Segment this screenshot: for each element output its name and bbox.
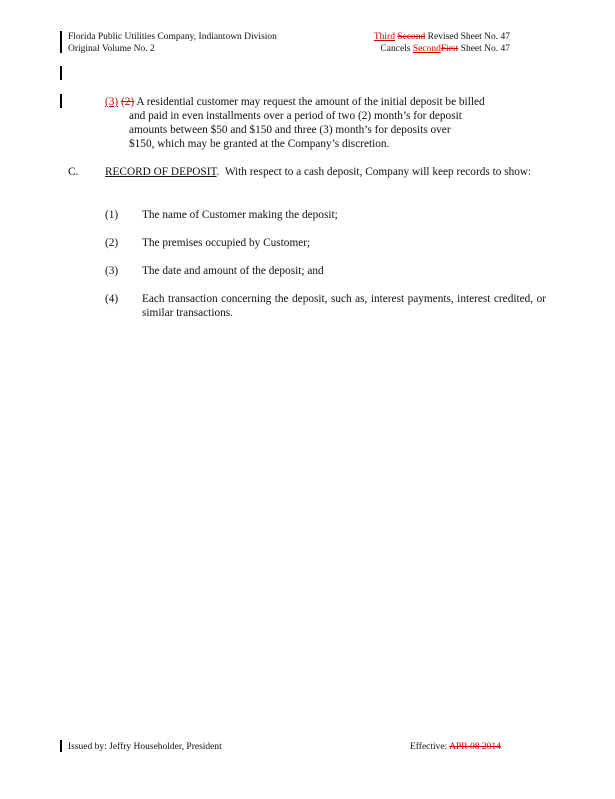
- section-c-heading: RECORD OF DEPOSIT: [105, 166, 217, 178]
- item-3-line-3: amounts between $50 and $150 and three (3) month’s for deposits over: [129, 124, 451, 136]
- item-3-text-1: A residential customer may request the amount of the initial deposit be billed: [136, 96, 485, 108]
- list-item-1-text: The name of Customer making the deposit;: [142, 209, 338, 221]
- header-left: [68, 31, 277, 55]
- sheet-rest: Revised Sheet No. 47: [427, 32, 510, 42]
- cancels-rest: Sheet No. 47: [460, 44, 510, 54]
- change-bar-footer: [60, 740, 62, 752]
- item-3-number-deleted: (2): [121, 96, 135, 108]
- list-item-1-number: (1): [105, 209, 119, 221]
- item-3-line-1: [105, 95, 545, 109]
- volume-number: Original Volume No. 2: [68, 44, 155, 54]
- cancels-deleted-text: First: [440, 44, 459, 54]
- change-bar-header: [60, 31, 62, 53]
- change-bar-margin: [60, 66, 62, 80]
- sheet-deleted-text: Second: [397, 32, 426, 42]
- item-3-block: [105, 95, 545, 151]
- section-c-text: With respect to a cash deposit, Company will keep records to show:: [224, 166, 532, 178]
- footer-effective: [410, 741, 501, 753]
- item-3-line-4: $150, which may be granted at the Company’s discretion.: [129, 138, 390, 150]
- cancels-prefix: Cancels: [380, 44, 411, 54]
- effective-label: Effective:: [410, 742, 448, 752]
- item-3-number-inserted: (3): [105, 96, 119, 108]
- effective-deleted-date: APR 08 2014: [449, 742, 501, 752]
- list-item-4-text: Each transaction concerning the deposit, such as, interest payments, interest credited, or similar transactions.: [142, 293, 546, 319]
- change-bar-item3: [60, 94, 62, 108]
- item-3-line-2: and paid in even installments over a period of two (2) month’s for deposit: [129, 110, 462, 122]
- list-item-2-number: (2): [105, 237, 119, 249]
- cancels-inserted-text: Second: [412, 44, 441, 54]
- list-item-3-number: (3): [105, 265, 119, 277]
- cancels-sheet: [374, 43, 510, 55]
- company-name: Florida Public Utilities Company, Indiantown Division: [68, 32, 277, 42]
- section-c-paragraph: RECORD OF DEPOSIT. With respect to a cash deposit, Company will keep records to show:: [105, 166, 532, 178]
- footer-issued-by: Issued by: Jeffry Householder, President: [68, 742, 222, 752]
- list-item-4-number: (4): [105, 293, 119, 305]
- sheet-inserted-text: Third: [373, 32, 395, 42]
- section-c-letter: C.: [68, 166, 79, 178]
- sheet-number: [374, 31, 510, 43]
- list-item-2-text: The premises occupied by Customer;: [142, 237, 311, 249]
- header-right: [374, 31, 510, 55]
- list-item-3-text: The date and amount of the deposit; and: [142, 265, 324, 277]
